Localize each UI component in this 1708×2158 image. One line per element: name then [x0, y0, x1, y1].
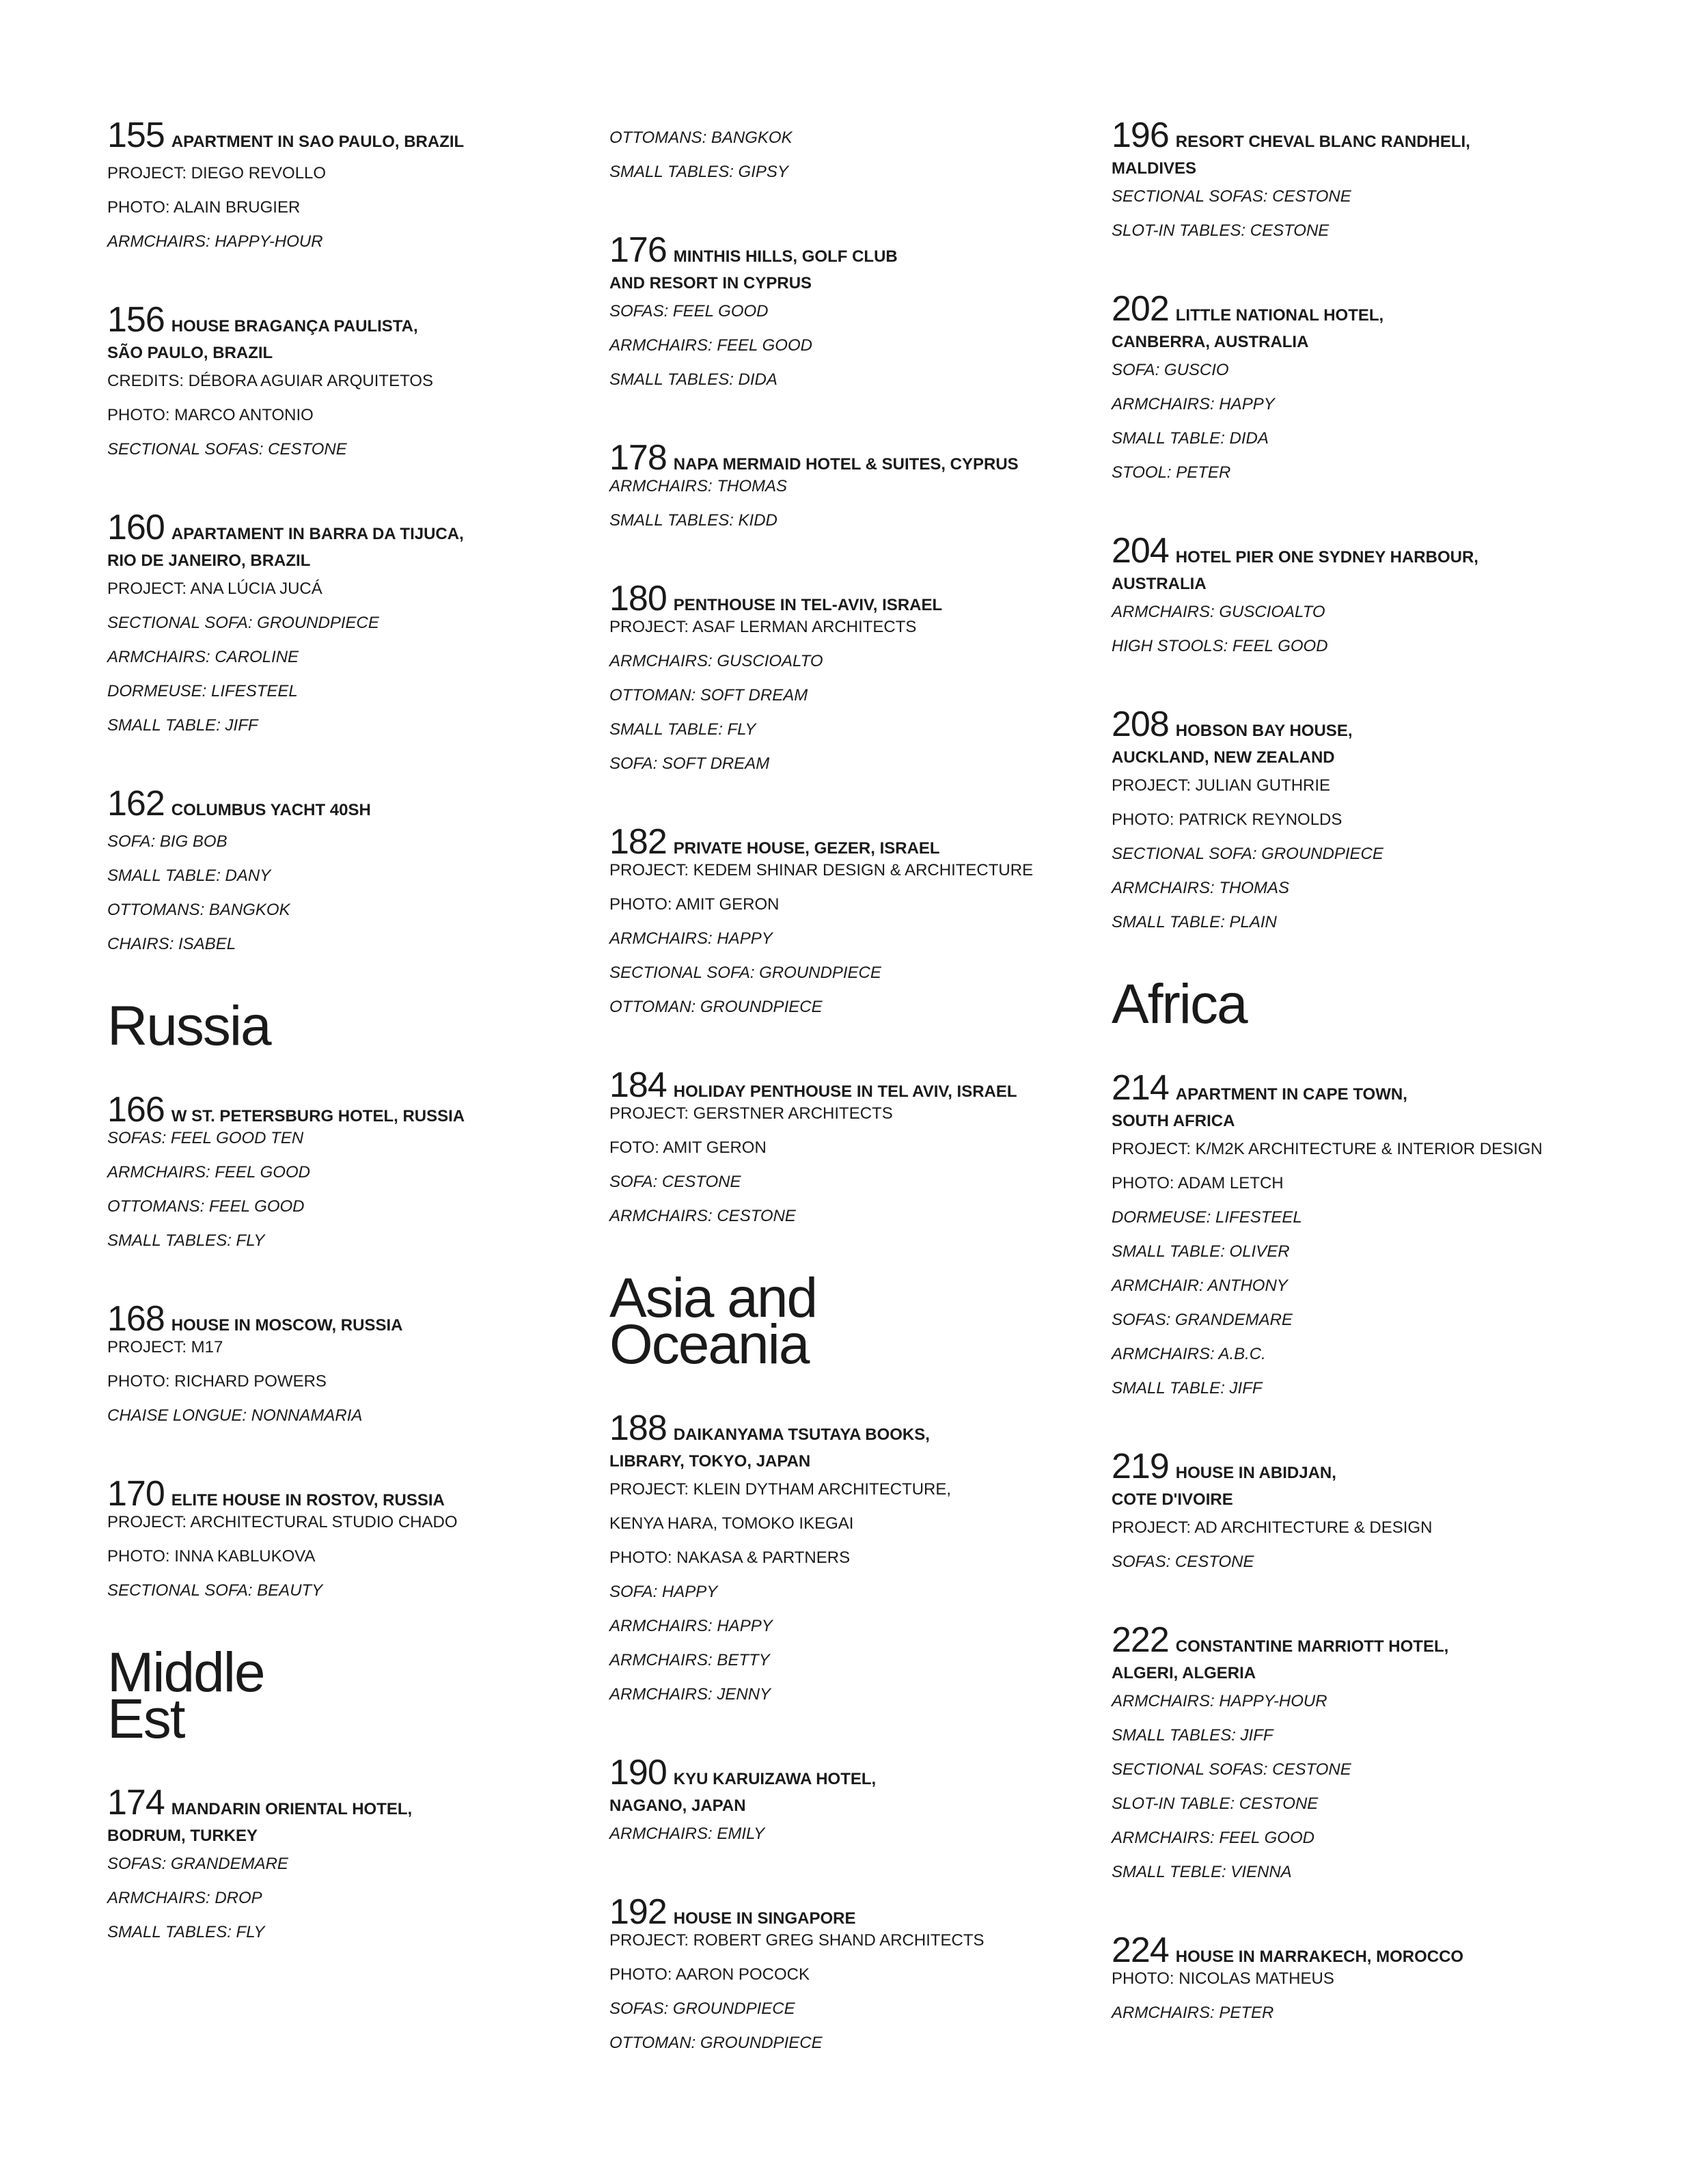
entry-line: PHOTO: ADAM LETCH — [1112, 1174, 1284, 1192]
entry-line: ARMCHAIRS: HAPPY — [609, 929, 773, 948]
entry-line: SMALL TABLES: KIDD — [609, 511, 777, 530]
entry-line: ARMCHAIRS: PETER — [1112, 2004, 1274, 2022]
entry-title: KYU KARUIZAWA HOTEL, — [673, 1770, 877, 1788]
entry-192 — [609, 1893, 1088, 2053]
entry-line: ARMCHAIR: ANTHONY — [1112, 1276, 1288, 1295]
entry-line: PHOTO: ALAIN BRUGIER — [107, 198, 301, 217]
entry-line: DORMEUSE: LIFESTEEL — [1112, 1208, 1302, 1227]
entry-line: SOFA: BIG BOB — [107, 832, 228, 851]
page-number: 170 — [107, 1474, 165, 1514]
entry-title-line-2: AUCKLAND, NEW ZEALAND — [1112, 748, 1335, 767]
entry-155 — [107, 116, 586, 251]
entry-222 — [1112, 1621, 1590, 1882]
entry-line: PROJECT: GERSTNER ARCHITECTS — [609, 1104, 893, 1123]
entry-line: SECTIONAL SOFAS: CESTONE — [1112, 187, 1351, 206]
entry-line: SOFA: SOFT DREAM — [609, 754, 770, 773]
entry-202 — [1112, 290, 1590, 482]
page-number: 190 — [609, 1753, 667, 1792]
entry-line: PROJECT: DIEGO REVOLLO — [107, 164, 327, 182]
page-number: 188 — [609, 1408, 667, 1448]
entry-208 — [1112, 705, 1590, 932]
entry-line: OTTOMANS: FEEL GOOD — [107, 1197, 305, 1216]
entry-182 — [609, 823, 1088, 1017]
entry-line: PROJECT: KEDEM SHINAR DESIGN & ARCHITECTURE — [609, 861, 1034, 879]
entry-224 — [1112, 1931, 1590, 2023]
entry-line: SMALL TABLES: FLY — [107, 1923, 265, 1941]
region-heading-line: Asia and — [609, 1267, 817, 1329]
region-heading-line: Oceania — [609, 1313, 809, 1376]
entry-title: MANDARIN ORIENTAL HOTEL, — [171, 1800, 413, 1818]
entry-title-line-2: AUSTRALIA — [1112, 575, 1207, 593]
entry-219 — [1112, 1447, 1590, 1572]
entry-line: CREDITS: DÉBORA AGUIAR ARQUITETOS — [107, 372, 433, 390]
entry-line: ARMCHAIRS: CAROLINE — [107, 648, 299, 666]
entry-line: ARMCHAIRS: DROP — [107, 1889, 262, 1907]
entry-line: ARMCHAIRS: GUSCIOALTO — [1112, 603, 1325, 621]
entry-178 — [609, 439, 1088, 530]
entry-166 — [107, 1091, 586, 1251]
page-number: 176 — [609, 230, 667, 270]
entry-title: COLUMBUS YACHT 40SH — [171, 801, 371, 819]
entry-214 — [1112, 1069, 1590, 1398]
entry-line: ARMCHAIRS: THOMAS — [609, 477, 788, 495]
entry-line: ARMCHAIRS: HAPPY — [1112, 395, 1275, 413]
entry-line: SLOT-IN TABLES: CESTONE — [1112, 221, 1330, 240]
entry-line: CHAISE LONGUE: NONNAMARIA — [107, 1406, 363, 1425]
entry-line: SMALL TABLE: DANY — [107, 866, 271, 885]
entry-line: PROJECT: ASAF LERMAN ARCHITECTS — [609, 618, 917, 636]
entry-line: SECTIONAL SOFA: GROUNDPIECE — [1112, 845, 1383, 863]
region-heading-africa: Africa — [1112, 973, 1247, 1035]
entry-title: W ST. PETERSBURG HOTEL, RUSSIA — [171, 1107, 465, 1125]
entry-title: HOBSON BAY HOUSE, — [1175, 722, 1353, 740]
entry-line: STOOL: PETER — [1112, 463, 1231, 482]
entry-line: ARMCHAIRS: A.B.C. — [1112, 1345, 1266, 1363]
region-heading-russia: Russia — [107, 995, 271, 1057]
entry-line: PHOTO: NAKASA & PARTNERS — [609, 1548, 851, 1567]
entry-line: ARMCHAIRS: HAPPY — [609, 1617, 773, 1635]
page-number: 224 — [1112, 1930, 1169, 1970]
entry-title-line-2: NAGANO, JAPAN — [609, 1797, 746, 1815]
entry-line: SMALL TABLES: DIDA — [609, 370, 777, 389]
entry-title: CONSTANTINE MARRIOTT HOTEL, — [1175, 1637, 1449, 1656]
entry-line: ARMCHAIRS: GUSCIOALTO — [609, 652, 823, 670]
entry-line: SOFA: CESTONE — [609, 1173, 741, 1191]
entry-line: PHOTO: NICOLAS MATHEUS — [1112, 1969, 1334, 1988]
entry-line: OTTOMAN: GROUNDPIECE — [609, 2034, 823, 2052]
entry-line: ARMCHAIRS: CESTONE — [609, 1207, 796, 1225]
entry-line: SMALL TABLE: DIDA — [1112, 429, 1269, 448]
page-number: 192 — [609, 1892, 667, 1932]
entry-title-line-2: COTE D'IVOIRE — [1112, 1490, 1233, 1509]
region-heading-asia-oceania — [609, 1267, 1088, 1376]
entry-line: ARMCHAIRS: FEEL GOOD — [1112, 1829, 1314, 1847]
page-number: 166 — [107, 1090, 165, 1130]
entry-line: SLOT-IN TABLE: CESTONE — [1112, 1794, 1319, 1813]
entry-line: ARMCHAIRS: EMILY — [609, 1825, 765, 1843]
entry-line: SOFAS: CESTONE — [1112, 1553, 1254, 1571]
page-number: 184 — [609, 1065, 667, 1105]
entry-line: SECTIONAL SOFAS: CESTONE — [1112, 1760, 1351, 1779]
entry-line: PROJECT: JULIAN GUTHRIE — [1112, 776, 1331, 795]
entry-title: PRIVATE HOUSE, GEZER, ISRAEL — [673, 839, 940, 858]
entry-188 — [609, 1409, 1088, 1704]
entry-196 — [1112, 116, 1590, 241]
entry-line: SMALL TABLES: JIFF — [1112, 1726, 1273, 1745]
column-2 — [609, 128, 1088, 2102]
page-number: 182 — [609, 822, 667, 862]
entry-line: ARMCHAIRS: FEEL GOOD — [107, 1163, 310, 1182]
entry-title: HOLIDAY PENTHOUSE IN TEL AVIV, ISRAEL — [673, 1082, 1017, 1101]
region-heading-line: Middle — [107, 1641, 264, 1704]
entry-line: SOFA: HAPPY — [609, 1583, 718, 1601]
entry-line: PROJECT: ROBERT GREG SHAND ARCHITECTS — [609, 1931, 984, 1950]
entry-title: HOUSE IN ABIDJAN, — [1175, 1464, 1336, 1482]
entry-line: SMALL TEBLE: VIENNA — [1112, 1863, 1292, 1881]
entry-160 — [107, 508, 586, 735]
entry-line: OTTOMANS: BANGKOK — [609, 128, 793, 147]
entry-line: PROJECT: AD ARCHITECTURE & DESIGN — [1112, 1518, 1433, 1537]
entry-title-line-2: SÃO PAULO, BRAZIL — [107, 344, 273, 362]
entry-180 — [609, 579, 1088, 774]
entry-title: DAIKANYAMA TSUTAYA BOOKS, — [673, 1425, 930, 1444]
entry-line: SECTIONAL SOFAS: CESTONE — [107, 440, 347, 459]
page-number: 208 — [1112, 705, 1169, 744]
entry-title-line-2: MALDIVES — [1112, 159, 1197, 178]
entry-line: ARMCHAIRS: THOMAS — [1112, 879, 1290, 897]
page-number: 202 — [1112, 289, 1169, 329]
entry-title-line-2: SOUTH AFRICA — [1112, 1112, 1235, 1130]
page-number: 196 — [1112, 115, 1169, 155]
entry-line: HIGH STOOLS: FEEL GOOD — [1112, 637, 1328, 655]
entry-line: PROJECT: ARCHITECTURAL STUDIO CHADO — [107, 1513, 458, 1531]
entry-line: PHOTO: AMIT GERON — [609, 895, 780, 914]
entry-line: SOFAS: FEEL GOOD — [609, 302, 769, 320]
entry-line: SMALL TABLE: OLIVER — [1112, 1242, 1290, 1261]
entry-204 — [1112, 532, 1590, 656]
page-number: 214 — [1112, 1068, 1169, 1108]
entry-title-line-2: AND RESORT IN CYPRUS — [609, 274, 812, 292]
entry-title: APARTMENT IN SAO PAULO, BRAZIL — [171, 133, 465, 151]
entry-line: SMALL TABLE: JIFF — [107, 716, 258, 735]
entry-156 — [107, 301, 586, 459]
entry-line: ARMCHAIRS: FEEL GOOD — [609, 336, 812, 355]
page-number: 222 — [1112, 1620, 1169, 1660]
region-heading-middle-est — [107, 1641, 586, 1750]
entry-line: ARMCHAIRS: JENNY — [609, 1685, 771, 1704]
entry-line: PROJECT: ANA LÚCIA JUCÁ — [107, 579, 322, 598]
entry-line: FOTO: AMIT GERON — [609, 1138, 767, 1157]
entry-title: PENTHOUSE IN TEL-AVIV, ISRAEL — [673, 596, 943, 614]
entry-line: SOFAS: GRANDEMARE — [1112, 1311, 1293, 1329]
entry-title: RESORT CHEVAL BLANC RANDHELI, — [1175, 133, 1470, 151]
entry-line: SMALL TABLES: GIPSY — [609, 163, 788, 181]
entry-line: ARMCHAIRS: HAPPY-HOUR — [107, 232, 323, 251]
entry-title: HOUSE BRAGANÇA PAULISTA, — [171, 317, 418, 336]
entry-line: SECTIONAL SOFA: GROUNDPIECE — [107, 614, 379, 632]
entry-162 — [107, 784, 586, 954]
entry-continued — [609, 128, 1088, 182]
entry-line: PHOTO: MARCO ANTONIO — [107, 406, 314, 424]
entry-line: SMALL TABLE: FLY — [609, 720, 756, 739]
column-3 — [1112, 116, 1590, 2072]
entry-title: APARTMENT IN CAPE TOWN, — [1175, 1085, 1407, 1104]
page-number: 168 — [107, 1299, 165, 1339]
entry-line: SOFA: GUSCIO — [1112, 361, 1229, 379]
column-1 — [107, 116, 586, 1991]
entry-title: HOUSE IN SINGAPORE — [673, 1909, 856, 1928]
page-number: 155 — [107, 115, 165, 155]
entry-line: CHAIRS: ISABEL — [107, 935, 236, 953]
entry-line: DORMEUSE: LIFESTEEL — [107, 682, 298, 700]
entry-170 — [107, 1475, 586, 1600]
entry-title: HOUSE IN MARRAKECH, MOROCCO — [1175, 1948, 1464, 1966]
entry-line: PROJECT: KLEIN DYTHAM ARCHITECTURE, — [609, 1480, 952, 1499]
entry-line: SMALL TABLE: PLAIN — [1112, 913, 1277, 931]
entry-line: ARMCHAIRS: BETTY — [609, 1651, 770, 1669]
entry-line: SECTIONAL SOFA: BEAUTY — [107, 1581, 323, 1600]
entry-title: NAPA MERMAID HOTEL & SUITES, CYPRUS — [673, 455, 1019, 474]
entry-line: OTTOMAN: SOFT DREAM — [609, 686, 808, 705]
entry-line: PHOTO: PATRICK REYNOLDS — [1112, 810, 1342, 829]
entry-title: ELITE HOUSE IN ROSTOV, RUSSIA — [171, 1491, 445, 1510]
page-number: 160 — [107, 508, 165, 547]
entry-174 — [107, 1784, 586, 1942]
entry-190 — [609, 1753, 1088, 1844]
entry-line: OTTOMAN: GROUNDPIECE — [609, 998, 823, 1016]
entry-line: PROJECT: K/M2K ARCHITECTURE & INTERIOR DESIGN — [1112, 1140, 1543, 1158]
entry-168 — [107, 1300, 586, 1425]
entry-line: PHOTO: INNA KABLUKOVA — [107, 1547, 316, 1566]
entry-176 — [609, 231, 1088, 390]
entry-title-line-2: ALGERI, ALGERIA — [1112, 1664, 1256, 1682]
entry-line: SOFAS: GROUNDPIECE — [609, 1999, 795, 2018]
entry-line: SOFAS: GRANDEMARE — [107, 1855, 288, 1873]
entry-title-line-2: CANBERRA, AUSTRALIA — [1112, 333, 1309, 351]
entry-title: LITTLE NATIONAL HOTEL, — [1175, 306, 1384, 325]
page-number: 219 — [1112, 1447, 1169, 1486]
page-number: 178 — [609, 438, 667, 478]
region-heading-line: Est — [107, 1688, 184, 1750]
entry-line: SMALL TABLE: JIFF — [1112, 1379, 1263, 1397]
entry-title: HOUSE IN MOSCOW, RUSSIA — [171, 1316, 403, 1335]
entry-line: ARMCHAIRS: HAPPY-HOUR — [1112, 1692, 1327, 1710]
entry-line: OTTOMANS: BANGKOK — [107, 901, 290, 919]
entry-line: SMALL TABLES: FLY — [107, 1231, 265, 1250]
page-number: 204 — [1112, 531, 1169, 571]
entry-line: SECTIONAL SOFA: GROUNDPIECE — [609, 964, 881, 982]
entry-line: PROJECT: M17 — [107, 1338, 223, 1356]
entry-title-line-2: BODRUM, TURKEY — [107, 1827, 258, 1845]
page-number: 180 — [609, 579, 667, 618]
entry-title-line-2: RIO DE JANEIRO, BRAZIL — [107, 551, 311, 570]
entry-line: SOFAS: FEEL GOOD TEN — [107, 1129, 304, 1147]
entry-title: HOTEL PIER ONE SYDNEY HARBOUR, — [1175, 548, 1478, 566]
entry-line: PHOTO: RICHARD POWERS — [107, 1372, 327, 1391]
entry-line: KENYA HARA, TOMOKO IKEGAI — [609, 1514, 854, 1533]
page-number: 174 — [107, 1783, 165, 1822]
entry-title: APARTAMENT IN BARRA DA TIJUCA, — [171, 525, 464, 543]
entry-184 — [609, 1066, 1088, 1226]
page-number: 162 — [107, 784, 165, 823]
entry-title-line-2: LIBRARY, TOKYO, JAPAN — [609, 1452, 811, 1471]
page-number: 156 — [107, 300, 165, 340]
entry-title: MINTHIS HILLS, GOLF CLUB — [673, 247, 898, 266]
entry-line: PHOTO: AARON POCOCK — [609, 1965, 810, 1984]
